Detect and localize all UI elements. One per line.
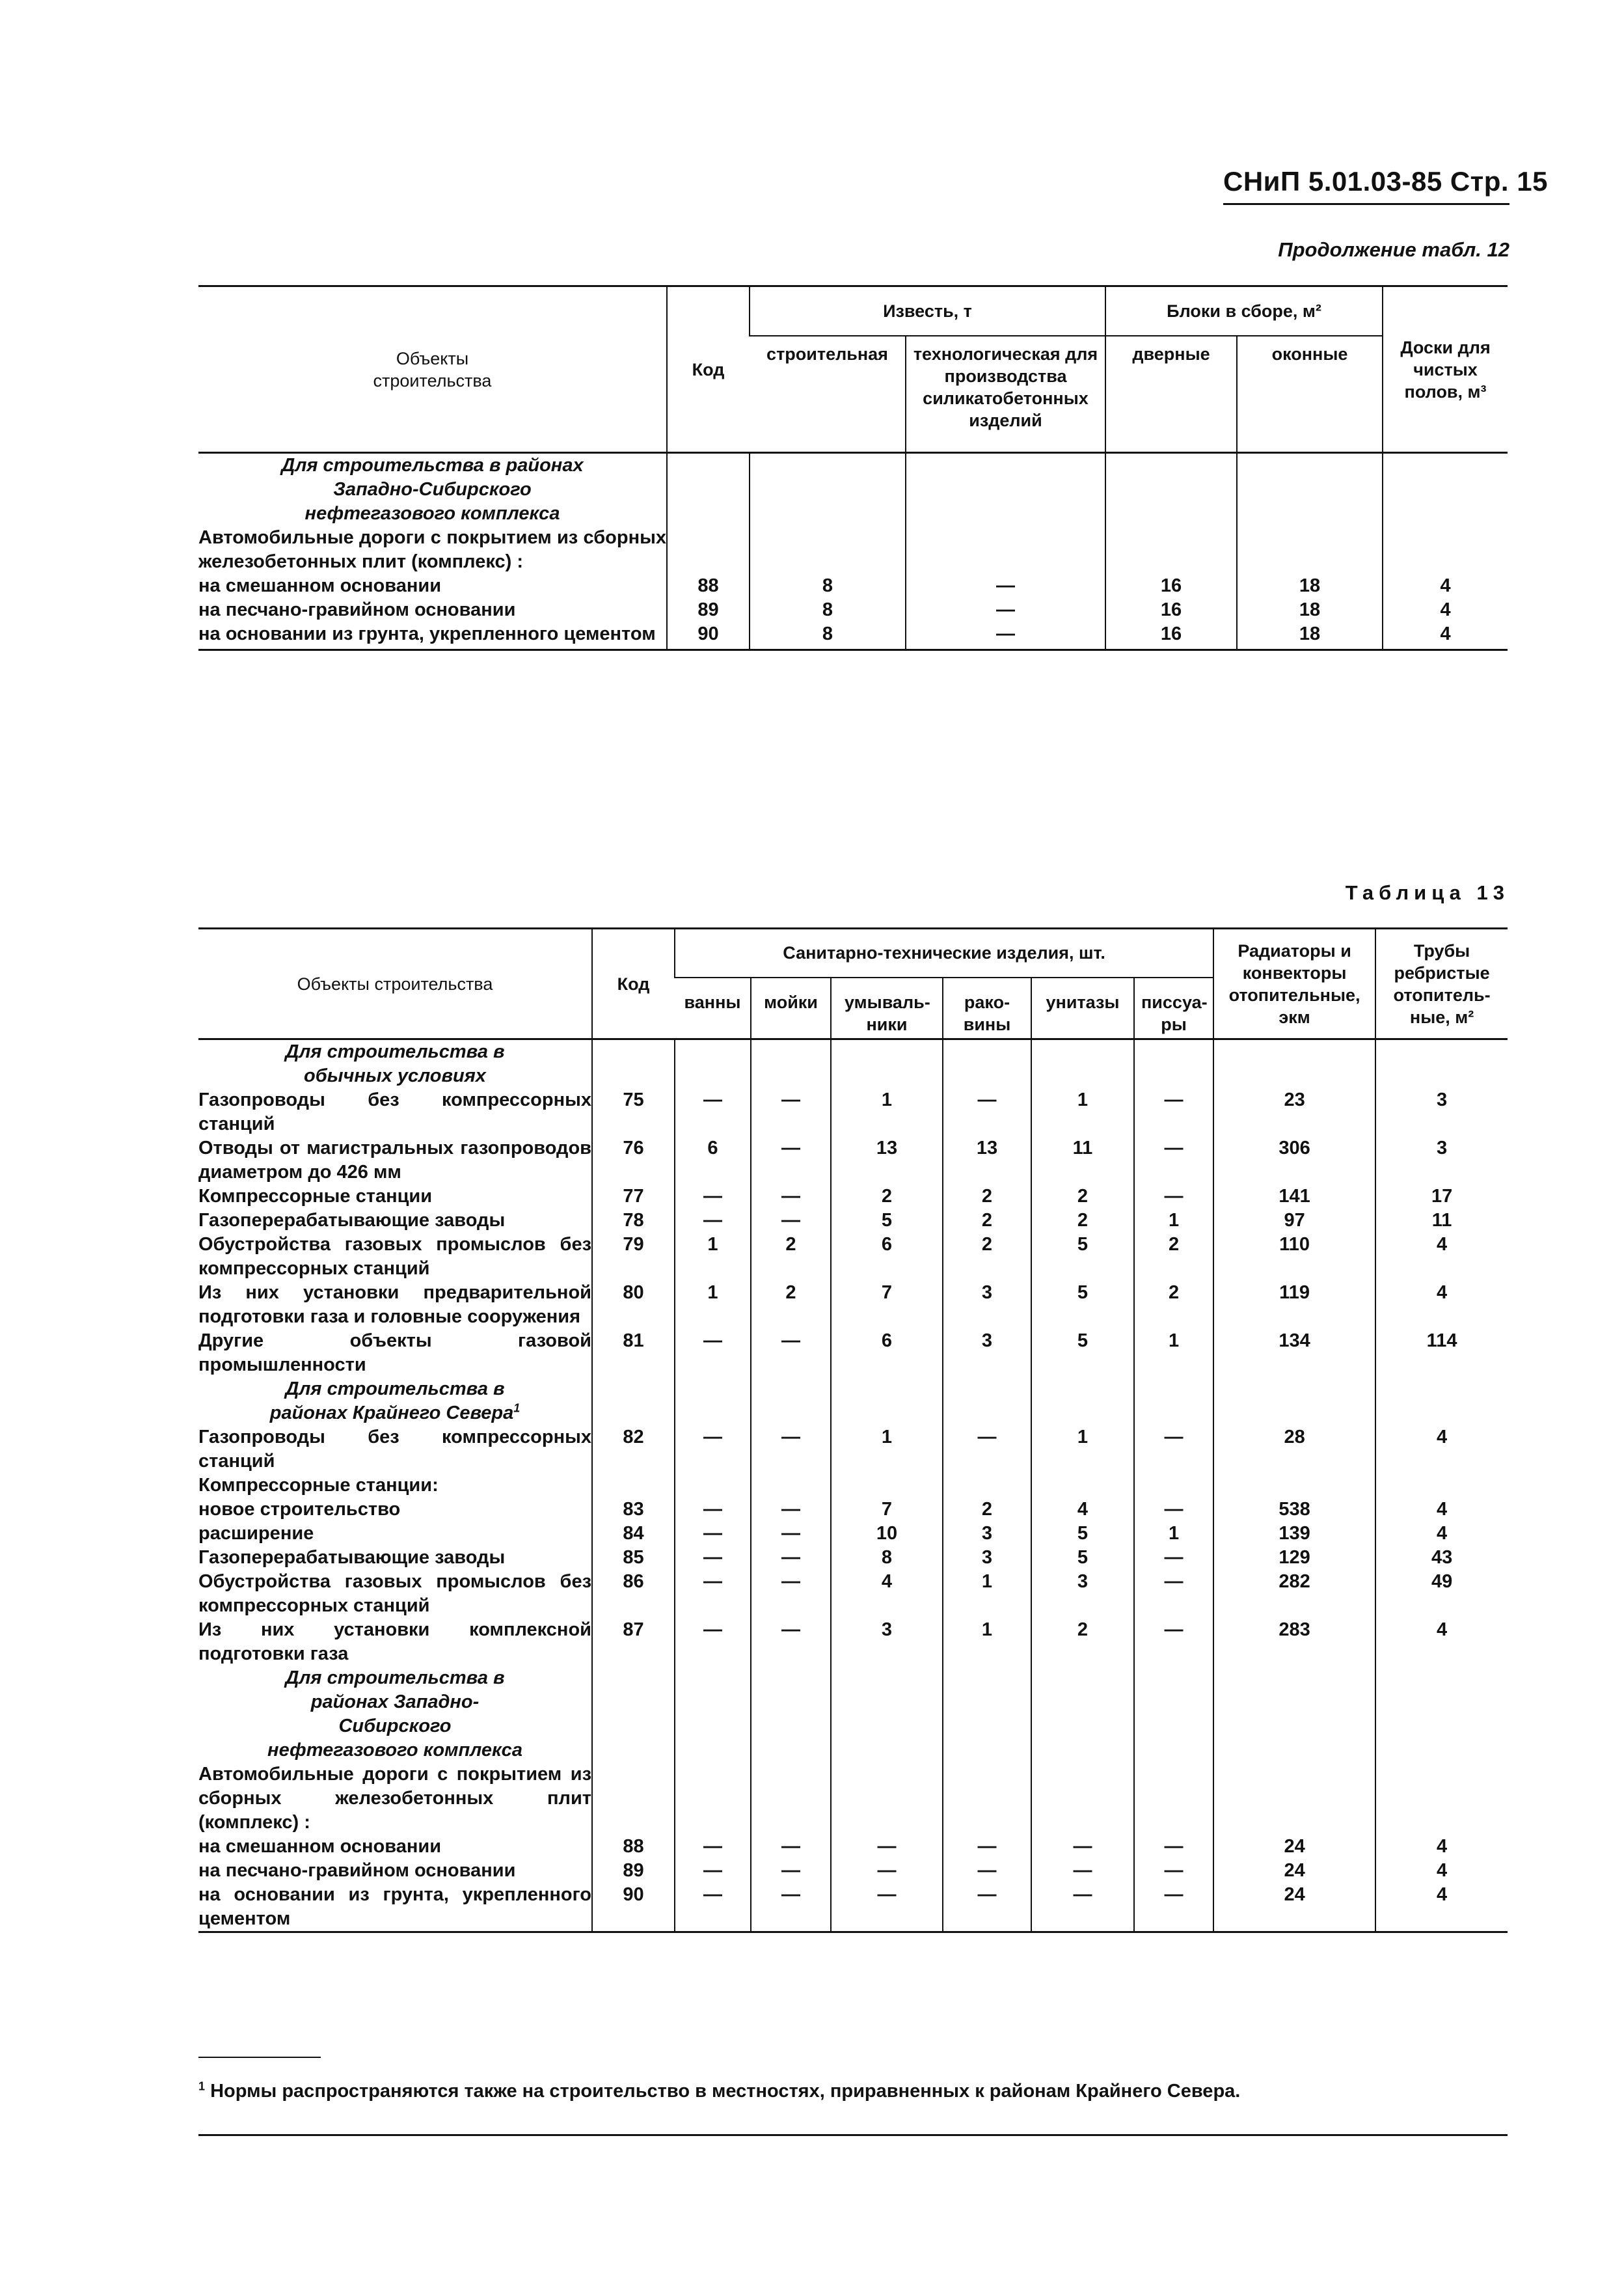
cell-value: 4: [1375, 1522, 1508, 1546]
section-text: Для строительства в районах Западно-Сибирского нефтегазового комплекса: [267, 1667, 522, 1761]
row-name: Компрессорные станции: [198, 1186, 433, 1207]
cell-value: —: [751, 1883, 831, 1932]
section-text: Для строительства в обычных условиях: [285, 1041, 505, 1086]
cell-value: 17: [1375, 1185, 1508, 1209]
footnote-ref: 1: [513, 1401, 521, 1415]
cell-value: —: [675, 1859, 751, 1883]
cell-value: 4: [1375, 1498, 1508, 1522]
row-name: расширение: [198, 1523, 314, 1544]
footnote-text: Нормы распространяются также на строительство в местностях, приравненных к районам Крайнего Севера.: [210, 2081, 1241, 2102]
row-code: 76: [592, 1136, 675, 1185]
row-code: 84: [592, 1522, 675, 1546]
cell-value: —: [906, 598, 1105, 622]
col-pipes-header: Трубы ребристые отопитель-ные, м²: [1375, 929, 1508, 1039]
row-name: на основании из грунта, укрепленного цементом: [198, 1883, 592, 1932]
cell-value: —: [1134, 1835, 1213, 1859]
cell-value: 28: [1213, 1425, 1375, 1473]
cell-value: —: [675, 1088, 751, 1136]
section-title: [198, 1377, 592, 1425]
col-blocks-window-header: оконные: [1237, 336, 1383, 453]
cell-value: —: [751, 1546, 831, 1570]
table-row: [198, 574, 1508, 598]
row-name: Другие объекты газовой промышленности: [198, 1330, 591, 1375]
cell-value: 4: [1375, 1859, 1508, 1883]
cell-value: 139: [1213, 1522, 1375, 1546]
cell-value: 2: [751, 1233, 831, 1281]
table-row: [198, 1570, 1508, 1618]
row-name: на песчано-гравийном основании: [198, 599, 516, 620]
cell-value: 5: [1031, 1281, 1134, 1329]
table-row: [198, 1425, 1508, 1473]
col-sanitary-header: Санитарно-технические изделия, шт.: [675, 929, 1213, 978]
cell-value: —: [831, 1883, 943, 1932]
cell-value: 3: [831, 1618, 943, 1666]
cell-value: 10: [831, 1522, 943, 1546]
cell-value: 2: [831, 1185, 943, 1209]
col-blocks-header: Блоки в сборе, м²: [1105, 286, 1383, 336]
row-name: Газопроводы без компрессорных станций: [198, 1427, 591, 1472]
cell-value: 24: [1213, 1883, 1375, 1932]
cell-value: —: [751, 1329, 831, 1377]
row-name: Из них установки комплексной подготовки газа: [198, 1619, 591, 1664]
col-objects-header: Объекты строительства: [198, 929, 592, 1039]
cell-value: —: [1031, 1859, 1134, 1883]
col-lime-tech-header: технологическая для производства силикатобетонных изделий: [906, 336, 1105, 453]
cell-value: —: [675, 1570, 751, 1618]
cell-value: 2: [943, 1209, 1031, 1233]
cell-value: —: [675, 1546, 751, 1570]
cell-value: 3: [1031, 1570, 1134, 1618]
cell-value: 6: [831, 1233, 943, 1281]
table-row: [198, 622, 1508, 650]
cell-value: —: [1134, 1546, 1213, 1570]
table-row: [198, 598, 1508, 622]
cell-value: 4: [1375, 1618, 1508, 1666]
cell-value: —: [943, 1835, 1031, 1859]
cell-value: —: [675, 1209, 751, 1233]
row-name: Газопроводы без компрессорных станций: [198, 1090, 591, 1134]
cell-value: 7: [831, 1281, 943, 1329]
section-text: Для строительства в районах Крайнего Севера: [269, 1378, 514, 1423]
table-row: [198, 1136, 1508, 1185]
cell-value: 2: [751, 1281, 831, 1329]
cell-value: 2: [943, 1233, 1031, 1281]
cell-value: 18: [1237, 574, 1383, 598]
cell-value: —: [831, 1835, 943, 1859]
group-title: Автомобильные дороги с покрытием из сборных железобетонных плит (комплекс) :: [198, 1764, 591, 1833]
header-rule: [1223, 203, 1509, 205]
cell-value: 1: [1134, 1209, 1213, 1233]
row-name: Обустройства газовых промыслов без компрессорных станций: [198, 1571, 591, 1616]
row-name: Отводы от магистральных газопроводов диаметром до 426 мм: [198, 1138, 591, 1183]
cell-value: 1: [943, 1570, 1031, 1618]
table-row: [198, 1329, 1508, 1377]
cell-value: 8: [750, 622, 906, 650]
row-code: 87: [592, 1618, 675, 1666]
cell-value: 119: [1213, 1281, 1375, 1329]
cell-value: 4: [1383, 598, 1508, 622]
cell-value: —: [751, 1088, 831, 1136]
cell-value: 1: [943, 1618, 1031, 1666]
footnote: [198, 2081, 1240, 2102]
cell-value: 23: [1213, 1088, 1375, 1136]
cell-value: —: [751, 1618, 831, 1666]
table-13: [198, 927, 1508, 1933]
cell-value: —: [1134, 1498, 1213, 1522]
table-row: [198, 1835, 1508, 1859]
bottom-rule: [198, 2134, 1508, 2136]
cell-value: 4: [1375, 1883, 1508, 1932]
cell-value: 2: [1031, 1185, 1134, 1209]
group-title: Компрессорные станции:: [198, 1475, 439, 1496]
cell-value: 110: [1213, 1233, 1375, 1281]
table-row: [198, 1883, 1508, 1932]
cell-value: —: [906, 574, 1105, 598]
cell-value: —: [943, 1859, 1031, 1883]
cell-value: —: [943, 1425, 1031, 1473]
cell-value: 6: [831, 1329, 943, 1377]
cell-value: —: [751, 1859, 831, 1883]
row-name: на песчано-гравийном основании: [198, 1860, 516, 1881]
cell-value: 1: [1031, 1088, 1134, 1136]
cell-value: 4: [1375, 1835, 1508, 1859]
row-name: Газоперерабатывающие заводы: [198, 1210, 506, 1231]
cell-value: 24: [1213, 1859, 1375, 1883]
cell-value: 11: [1375, 1209, 1508, 1233]
cell-value: —: [831, 1859, 943, 1883]
cell-value: —: [751, 1209, 831, 1233]
row-code: 89: [592, 1859, 675, 1883]
cell-value: 3: [943, 1546, 1031, 1570]
row-name: на основании из грунта, укрепленного цементом: [198, 622, 667, 650]
cell-value: 1: [675, 1281, 751, 1329]
cell-value: —: [1134, 1570, 1213, 1618]
cell-value: 4: [1375, 1281, 1508, 1329]
section-title: [198, 1666, 592, 1762]
cell-value: —: [751, 1498, 831, 1522]
cell-value: —: [1134, 1185, 1213, 1209]
cell-value: —: [675, 1618, 751, 1666]
row-code: 89: [667, 598, 750, 622]
row-name: Газоперерабатывающие заводы: [198, 1547, 506, 1568]
footnote-mark: 1: [198, 2079, 206, 2093]
cell-value: 3: [943, 1329, 1031, 1377]
cell-value: —: [1134, 1425, 1213, 1473]
cell-value: —: [1134, 1859, 1213, 1883]
col-blocks-door-header: дверные: [1105, 336, 1237, 453]
cell-value: 16: [1105, 598, 1237, 622]
row-name: на смешанном основании: [198, 1836, 442, 1857]
col-sinks-header: мойки: [751, 978, 831, 1039]
row-name: на смешанном основании: [198, 575, 442, 596]
row-code: 88: [592, 1835, 675, 1859]
cell-value: 13: [943, 1136, 1031, 1185]
cell-value: 16: [1105, 574, 1237, 598]
col-washbasins-header: умываль-ники: [831, 978, 943, 1039]
cell-value: 5: [1031, 1233, 1134, 1281]
cell-value: —: [906, 622, 1105, 650]
row-code: 90: [667, 622, 750, 650]
cell-value: —: [675, 1329, 751, 1377]
cell-value: 97: [1213, 1209, 1375, 1233]
cell-value: 2: [1134, 1281, 1213, 1329]
cell-value: 134: [1213, 1329, 1375, 1377]
cell-value: 1: [1031, 1425, 1134, 1473]
cell-value: 1: [1134, 1329, 1213, 1377]
group-title: Автомобильные дороги с покрытием из сборных железобетонных плит (комплекс) :: [198, 527, 666, 572]
row-code: 75: [592, 1088, 675, 1136]
row-code: 86: [592, 1570, 675, 1618]
cell-value: —: [943, 1883, 1031, 1932]
cell-value: 1: [831, 1088, 943, 1136]
cell-value: 3: [943, 1522, 1031, 1546]
cell-value: 2: [1134, 1233, 1213, 1281]
cell-value: 16: [1105, 622, 1237, 650]
cell-value: —: [751, 1522, 831, 1546]
cell-value: 1: [675, 1233, 751, 1281]
cell-value: 18: [1237, 622, 1383, 650]
col-radiators-header: Радиаторы и конвекторы отопительные, экм: [1213, 929, 1375, 1039]
cell-value: 1: [1134, 1522, 1213, 1546]
cell-value: 4: [1383, 622, 1508, 650]
cell-value: 8: [750, 574, 906, 598]
cell-value: 5: [1031, 1546, 1134, 1570]
row-code: 90: [592, 1883, 675, 1932]
row-code: 85: [592, 1546, 675, 1570]
row-name: Обустройства газовых промыслов без компрессорных станций: [198, 1234, 591, 1279]
row-code: 88: [667, 574, 750, 598]
table-12: [198, 285, 1508, 651]
cell-value: —: [1031, 1883, 1134, 1932]
cell-value: 5: [1031, 1522, 1134, 1546]
row-code: 79: [592, 1233, 675, 1281]
cell-value: —: [1134, 1088, 1213, 1136]
page-header: СНиП 5.01.03-85 Стр. 15: [1223, 166, 1548, 197]
row-name: Из них установки предварительной подготовки газа и головные сооружения: [198, 1282, 591, 1327]
cell-value: 8: [831, 1546, 943, 1570]
row-code: 83: [592, 1498, 675, 1522]
cell-value: 13: [831, 1136, 943, 1185]
table-13-caption: Таблица 13: [1345, 881, 1509, 904]
cell-value: —: [1031, 1835, 1134, 1859]
cell-value: 7: [831, 1498, 943, 1522]
section-title: [198, 1039, 592, 1089]
cell-value: 1: [831, 1425, 943, 1473]
cell-value: 282: [1213, 1570, 1375, 1618]
cell-value: 2: [1031, 1209, 1134, 1233]
cell-value: —: [751, 1835, 831, 1859]
table-row: [198, 1209, 1508, 1233]
cell-value: —: [1134, 1136, 1213, 1185]
cell-value: 18: [1237, 598, 1383, 622]
cell-value: 11: [1031, 1136, 1134, 1185]
table-row: [198, 1859, 1508, 1883]
cell-value: 283: [1213, 1618, 1375, 1666]
cell-value: —: [751, 1570, 831, 1618]
cell-value: —: [675, 1835, 751, 1859]
cell-value: 538: [1213, 1498, 1375, 1522]
cell-value: 4: [1375, 1425, 1508, 1473]
cell-value: 3: [1375, 1088, 1508, 1136]
cell-value: —: [1134, 1883, 1213, 1932]
table-row: [198, 1498, 1508, 1522]
cell-value: —: [1134, 1618, 1213, 1666]
col-lime-construction-header: строительная: [750, 336, 906, 453]
cell-value: 24: [1213, 1835, 1375, 1859]
cell-value: —: [943, 1088, 1031, 1136]
cell-value: 49: [1375, 1570, 1508, 1618]
cell-value: 43: [1375, 1546, 1508, 1570]
cell-value: 306: [1213, 1136, 1375, 1185]
col-lime-header: Известь, т: [750, 286, 1105, 336]
table-row: [198, 1546, 1508, 1570]
row-code: 78: [592, 1209, 675, 1233]
cell-value: —: [675, 1498, 751, 1522]
cell-value: 4: [1383, 574, 1508, 598]
table-row: [198, 1088, 1508, 1136]
row-code: 81: [592, 1329, 675, 1377]
cell-value: 2: [943, 1185, 1031, 1209]
col-kitchen-sinks-header: рако-вины: [943, 978, 1031, 1039]
col-code-header: Код: [592, 929, 675, 1039]
col-baths-header: ванны: [675, 978, 751, 1039]
col-boards-header: Доски для чистых полов, м³: [1383, 286, 1508, 453]
cell-value: 4: [1031, 1498, 1134, 1522]
cell-value: 4: [1375, 1233, 1508, 1281]
table-row: [198, 1233, 1508, 1281]
cell-value: 114: [1375, 1329, 1508, 1377]
cell-value: 3: [943, 1281, 1031, 1329]
cell-value: —: [751, 1425, 831, 1473]
table-row: [198, 1618, 1508, 1666]
cell-value: 4: [831, 1570, 943, 1618]
cell-value: —: [751, 1185, 831, 1209]
cell-value: —: [675, 1185, 751, 1209]
cell-value: 129: [1213, 1546, 1375, 1570]
cell-value: —: [751, 1136, 831, 1185]
cell-value: 5: [1031, 1329, 1134, 1377]
cell-value: 3: [1375, 1136, 1508, 1185]
col-toilets-header: унитазы: [1031, 978, 1134, 1039]
cell-value: 141: [1213, 1185, 1375, 1209]
table-row: [198, 1185, 1508, 1209]
row-code: 82: [592, 1425, 675, 1473]
table-row: [198, 1522, 1508, 1546]
cell-value: 8: [750, 598, 906, 622]
footnote-rule: [198, 2057, 321, 2058]
col-urinals-header: писсуа-ры: [1134, 978, 1213, 1039]
row-name: новое строительство: [198, 1499, 401, 1520]
cell-value: —: [675, 1425, 751, 1473]
table-row: [198, 1281, 1508, 1329]
section-title: Для строительства в районах Западно-Сибирского нефтегазового комплекса: [281, 455, 584, 524]
col-objects-header: Объекты строительства: [198, 286, 667, 453]
row-code: 77: [592, 1185, 675, 1209]
cell-value: 2: [1031, 1618, 1134, 1666]
row-code: 80: [592, 1281, 675, 1329]
cell-value: 6: [675, 1136, 751, 1185]
cell-value: —: [675, 1522, 751, 1546]
cell-value: —: [675, 1883, 751, 1932]
cell-value: 5: [831, 1209, 943, 1233]
continuation-label: Продолжение табл. 12: [1278, 238, 1509, 261]
cell-value: 2: [943, 1498, 1031, 1522]
col-code-header: Код: [667, 286, 750, 453]
